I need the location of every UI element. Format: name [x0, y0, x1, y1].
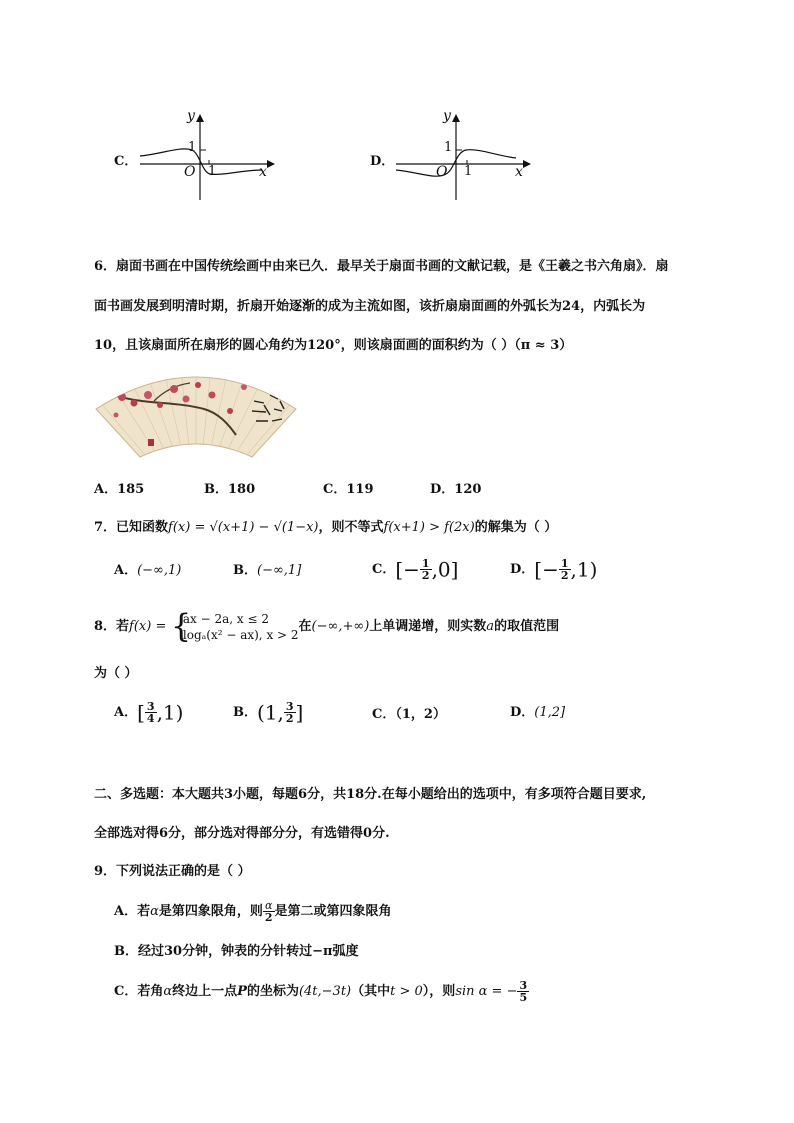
q8-a-right: ,1)	[156, 700, 184, 725]
graph-c-x-label: x	[259, 164, 267, 180]
q7-stem	[94, 519, 557, 537]
q8-a-num: 3	[146, 700, 155, 713]
q6-line3: 10，且该扇面所在扇形的圆心角约为120°，则该扇面画的面积约为（ ）（π ≈ 3）	[94, 338, 573, 353]
q8-stem	[94, 606, 560, 645]
graph-c-label: C．	[114, 154, 138, 169]
q9-c-mid3: （其中	[351, 984, 391, 999]
q6-line2: 面书画发展到明清时期，折扇开始逐渐的成为主流如图，该折扇扇面画的外弧长为24，内弧长为	[94, 299, 646, 314]
q8-option-b[interactable]	[233, 701, 303, 724]
q7-d-num: 1	[560, 557, 569, 570]
q9-c-sin: sin α = −	[455, 984, 518, 999]
q7-c-label: C．	[372, 562, 396, 577]
q8-interval: (−∞,+∞)	[311, 619, 370, 634]
q8-b-label: B．	[233, 705, 257, 720]
q6-option-b[interactable]: B．180	[204, 482, 256, 497]
graph-option-d	[368, 108, 538, 204]
q9-c-mid: 终边上一点	[172, 984, 238, 999]
graph-c-origin: O	[184, 164, 196, 180]
q8-b-right: ]	[295, 700, 304, 725]
q6-line1: 6．扇面书画在中国传统绘画中由来已久．最早关于扇面书画的文献记载，是《王羲之书六角扇》．扇	[94, 259, 669, 274]
q8-line2: 为（ ）	[94, 666, 138, 681]
q8-a-fraction	[145, 701, 157, 724]
q9-c-fraction	[517, 980, 529, 1003]
q9-c-mid4: ），则	[422, 984, 456, 999]
q9-c-cond: t > 0	[390, 984, 423, 999]
graph-d-origin: O	[436, 164, 448, 180]
graph-c-one-x: 1	[208, 164, 217, 179]
q8-case1: ax − 2a, x ≤ 2	[182, 611, 269, 626]
q9-c-num: 3	[519, 979, 528, 992]
q8-a-den: 4	[146, 712, 155, 725]
q9-a-alpha: α	[150, 904, 159, 919]
q7-suffix: 的解集为（ ）	[474, 520, 558, 535]
q7-option-c[interactable]	[372, 558, 458, 581]
q9-a-den: 2	[264, 911, 273, 924]
q9-a-mid: 是第四象限角，则	[158, 904, 263, 919]
q9-stem: 9．下列说法正确的是（ ）	[94, 864, 251, 879]
q8-brace: {	[170, 606, 192, 645]
q8-prefix: 8．若	[94, 619, 130, 634]
q8-a-label: A．	[114, 705, 138, 720]
q8-alpha: a	[486, 619, 495, 634]
q7-a-label: A．	[114, 563, 138, 578]
q8-d-label: D．	[510, 705, 535, 720]
q7-middle: ，则不等式	[318, 520, 384, 535]
q9-a-post: 是第二或第四象限角	[274, 904, 392, 919]
q7-b-label: B．	[233, 563, 257, 578]
graph-c-y-label: y	[187, 108, 195, 124]
q8-b-den: 2	[285, 712, 294, 725]
section2-line2: 全部选对得6分，部分选对得部分分，有选错得0分.	[94, 826, 390, 841]
q8-d-value: (1,2]	[534, 705, 566, 720]
q9-c-mid2: 的坐标为	[246, 984, 299, 999]
graph-d-one-y: 1	[444, 140, 453, 155]
q7-option-b[interactable]	[233, 562, 301, 580]
q6-option-d[interactable]: D．120	[430, 482, 482, 497]
graph-d-label: D．	[370, 154, 395, 169]
q7-b-value: (−∞,1]	[257, 563, 302, 578]
q9-a-fraction	[263, 900, 275, 923]
q7-inequality: f(x+1) > f(2x)	[383, 520, 475, 535]
q9-a-num: α	[263, 900, 275, 912]
q7-a-value: (−∞,1)	[137, 563, 182, 578]
q7-option-a[interactable]	[114, 562, 181, 580]
graph-d-x-label: x	[515, 164, 523, 180]
q8-b-num: 3	[285, 700, 294, 713]
q6-option-c[interactable]: C．119	[323, 482, 374, 497]
q9-c-point: P	[237, 984, 247, 999]
q8-case2: logₐ(x² − ax), x > 2	[182, 627, 299, 642]
graph-c-plot	[112, 108, 282, 204]
q9-c-alpha: α	[163, 984, 173, 999]
q8-a-left: [	[137, 700, 145, 725]
q8-option-a[interactable]	[114, 701, 183, 724]
q7-d-left: [−	[534, 557, 559, 582]
q9-option-c[interactable]	[114, 977, 529, 1007]
q8-option-d[interactable]	[510, 704, 565, 722]
q7-c-right: ,0]	[431, 557, 459, 582]
q9-option-a[interactable]	[114, 897, 392, 927]
fan-painting-image	[94, 365, 298, 463]
graph-option-c	[112, 108, 282, 204]
q9-c-pre: C．若角	[114, 984, 164, 999]
q7-option-d[interactable]	[510, 558, 597, 581]
q7-d-fraction	[559, 558, 571, 581]
q7-d-den: 2	[560, 569, 569, 582]
section2-line1: 二、多选题：本大题共3小题，每题6分，共18分.在每小题给出的选项中，有多项符合题目要求,	[94, 787, 647, 802]
q9-c-coord: (4t,−3t)	[298, 984, 352, 999]
q7-c-fraction	[420, 558, 432, 581]
q7-d-right: ,1)	[570, 557, 598, 582]
q9-c-den: 5	[519, 991, 528, 1004]
q8-suffix: 上单调递增，则实数	[369, 619, 487, 634]
q8-b-left: (1,	[257, 700, 284, 725]
q8-fx: f(x) =	[129, 619, 167, 634]
q7-c-left: [−	[395, 557, 420, 582]
q9-option-b[interactable]: B．经过30分钟，钟表的分针转过−π弧度	[114, 944, 359, 959]
q7-c-den: 2	[421, 569, 430, 582]
q7-prefix: 7．已知函数	[94, 520, 169, 535]
graph-d-plot	[368, 108, 538, 204]
q8-middle: 在	[298, 619, 312, 634]
q8-b-fraction	[284, 701, 296, 724]
q7-function: f(x) = √(x+1) − √(1−x)	[168, 520, 319, 535]
q7-c-num: 1	[421, 557, 430, 570]
graph-d-one-x: 1	[464, 164, 473, 179]
q8-tail: 的取值范围	[494, 619, 560, 634]
q9-a-pre: A．若	[114, 904, 151, 919]
graph-d-y-label: y	[443, 108, 451, 124]
q8-option-c[interactable]: C．（1，2）	[372, 707, 446, 722]
q7-d-label: D．	[510, 562, 535, 577]
q8-piecewise	[170, 606, 299, 645]
q6-option-a[interactable]: A．185	[94, 482, 145, 497]
graph-c-one-y: 1	[188, 140, 197, 155]
